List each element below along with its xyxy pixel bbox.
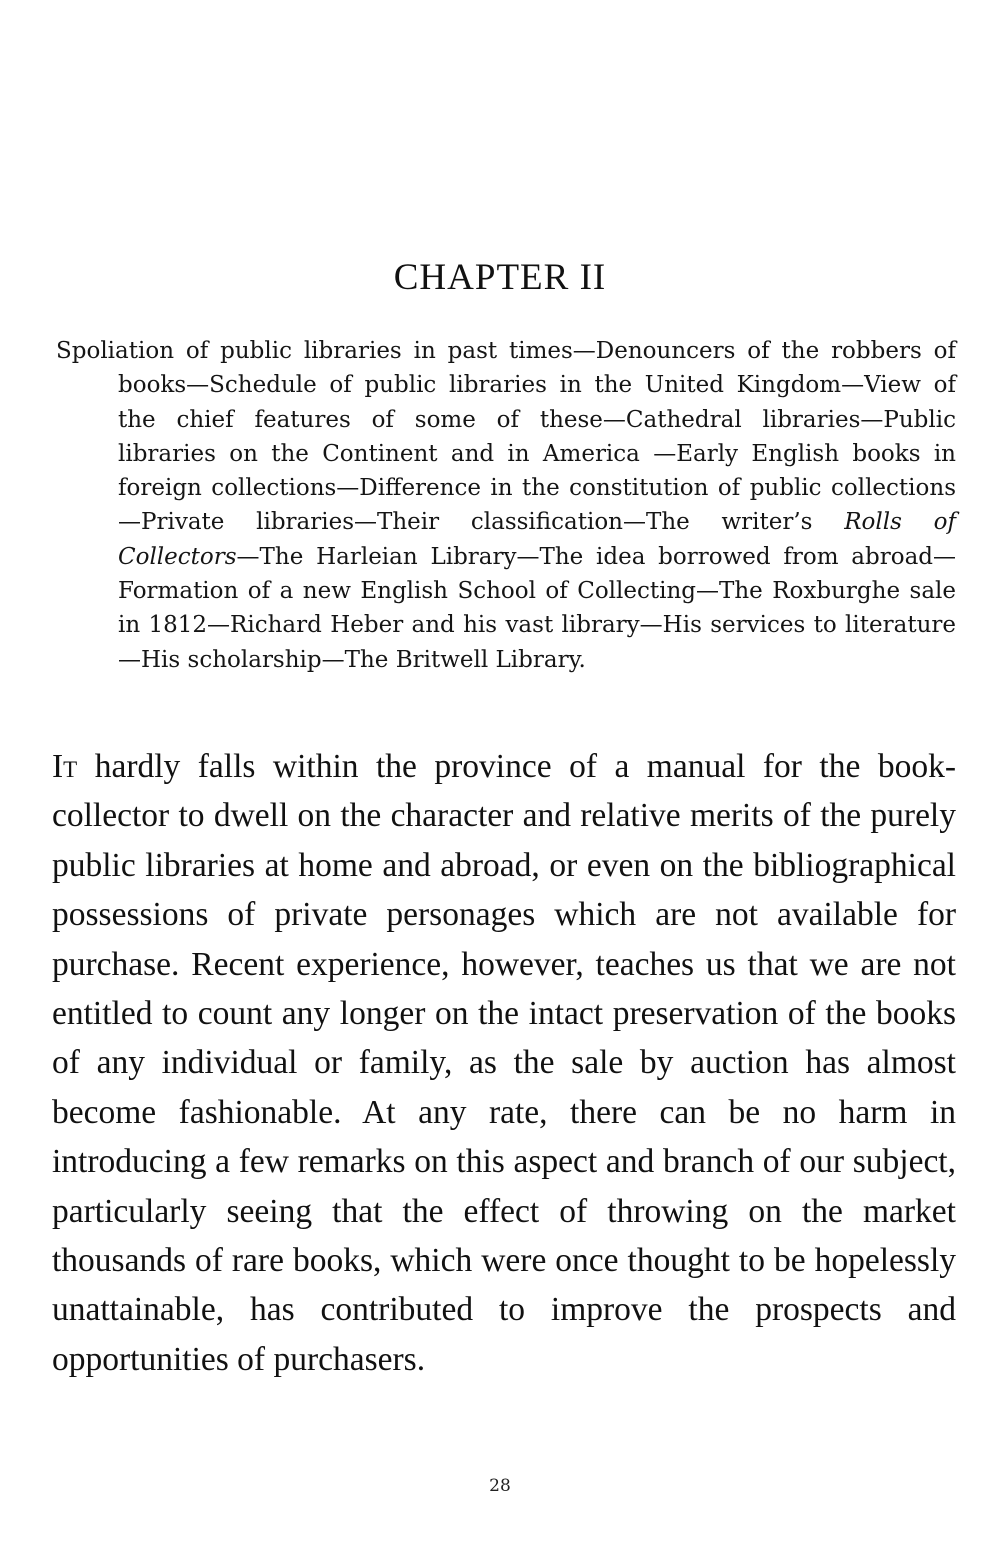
body-paragraph: [52, 742, 956, 1384]
synopsis-text-end: —The Harleian Library—The idea borrowed from abroad—Formation of a new English School of Collecting—The Roxburghe sale in 1812—Richard Heber and his vast library—His services to literature —His scholarship—The Britwell Library.: [118, 543, 956, 673]
paragraph-text: hardly falls within the province of a manual for the book-collector to dwell on the character and relative merits of the purely public libraries at home and abroad, or even on the bibliographical possessions of private personages which are not available for purchase. Recent experience, however, teaches us that we are not entitled to count any longer on the intact preservation of the books of any individual or family, as the sale by auction has almost become fashionable. At any rate, there can be no harm in introducing a few remarks on this aspect and branch of our subject, particularly seeing that the effect of throwing on the market thousands of rare books, which were once thought to be hopelessly unattainable, has contributed to improve the prospects and opportunities of purchasers.: [52, 748, 956, 1378]
chapter-heading: CHAPTER II: [393, 257, 607, 298]
synopsis-italic-title: Rolls of Collectors: [118, 509, 956, 570]
chapter-synopsis: [56, 334, 956, 677]
opening-word: It: [52, 748, 78, 785]
page-number: 28: [489, 1476, 511, 1496]
synopsis-text-start: Spoliation of public libraries in past times—Denouncers of the robbers of books—Schedule of public libraries in the United Kingdom—View of the chief features of some of these—Cathedral libraries—Public libraries on the Continent and in America —Early English books in foreign collections—Difference in the constitution of public collections—Private libraries—Their classification—The writer’s: [56, 338, 956, 536]
